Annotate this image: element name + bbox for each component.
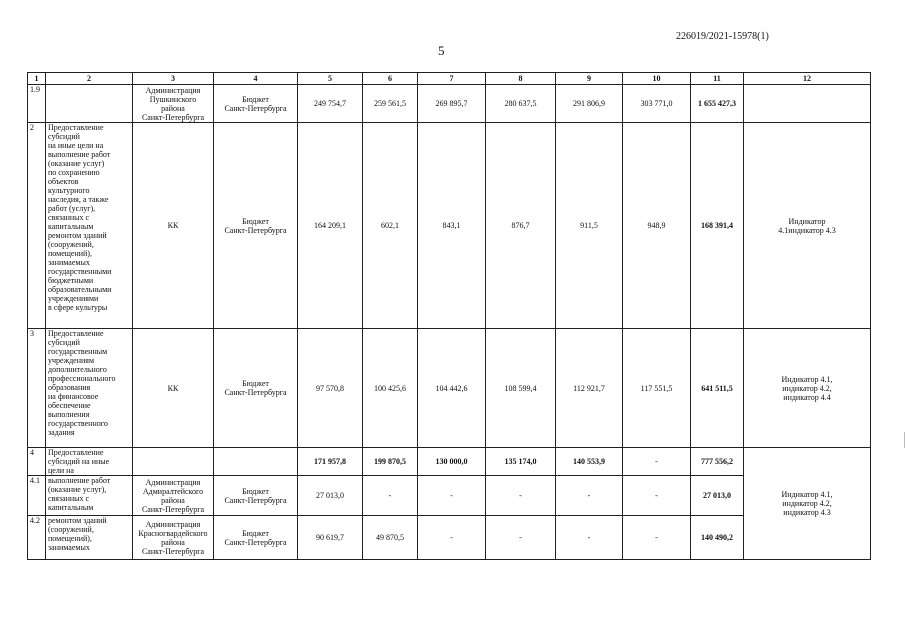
row-number: 2 [28,123,46,329]
row-number: 4.2 [28,516,46,560]
value-2022: 100 425,6 [363,329,418,448]
col-number-6: 6 [363,73,418,85]
value-2025: - [556,476,623,516]
col-number-3: 3 [133,73,214,85]
value-2023: - [418,476,486,516]
value-2025: 112 921,7 [556,329,623,448]
value-2026: - [623,516,691,560]
value-2021: 27 013,0 [298,476,363,516]
col-number-12: 12 [744,73,871,85]
value-2021: 249 754,7 [298,85,363,123]
value-total: 27 013,0 [691,476,744,516]
value-total: 168 391,4 [691,123,744,329]
value-2023: 104 442,6 [418,329,486,448]
row-source: Бюджет Санкт-Петербурга [214,329,298,448]
value-2026: - [623,448,691,476]
row-name: ремонтом зданий (сооружений, помещений), занимаемых [46,516,133,560]
program-table [27,72,871,560]
value-2025: 911,5 [556,123,623,329]
row-number: 1.9 [28,85,46,123]
value-2024: 876,7 [486,123,556,329]
row-source: Бюджет Санкт-Петербурга [214,516,298,560]
column-number-row [28,73,871,85]
row-name: Предоставление субсидий на иные цели на выполнение работ (оказание услуг) по сохранению объектов культурного наследия, а также работ (услуг), связанных с капитальным ремонтом зданий (сооружений, помещений), занимаемых государственными бюджетными образовательными учреждениями в сфере культуры [46,123,133,329]
document-number: 226019/2021-15978(1) [676,31,769,42]
col-number-9: 9 [556,73,623,85]
value-total: 641 511,5 [691,329,744,448]
value-2025: 291 806,9 [556,85,623,123]
row-executor: Администрация Адмиралтейского района Санкт-Петербурга [133,476,214,516]
table-row-1-9 [28,85,871,123]
value-2021: 171 957,8 [298,448,363,476]
value-2026: 117 551,5 [623,329,691,448]
col-number-7: 7 [418,73,486,85]
value-2024: - [486,516,556,560]
row-executor: КК [133,123,214,329]
value-2022: 199 870,5 [363,448,418,476]
value-total: 140 490,2 [691,516,744,560]
row-number: 4.1 [28,476,46,516]
col-number-4: 4 [214,73,298,85]
value-total: 1 655 427,3 [691,85,744,123]
value-2026: - [623,476,691,516]
col-number-1: 1 [28,73,46,85]
row-source: Бюджет Санкт-Петербурга [214,476,298,516]
value-2023: 843,1 [418,123,486,329]
value-2023: 130 000,0 [418,448,486,476]
table-row-3 [28,329,871,448]
row-number: 3 [28,329,46,448]
value-2021: 164 209,1 [298,123,363,329]
row-indicators: Индикатор 4.1, индикатор 4.2, индикатор 4.4 [744,329,871,448]
value-2025: - [556,516,623,560]
row-executor: Администрация Красногвардейского района Санкт-Петербурга [133,516,214,560]
row-executor [133,448,214,476]
table-row-2 [28,123,871,329]
row-executor: КК [133,329,214,448]
value-2024: - [486,476,556,516]
row-source [214,448,298,476]
value-2024: 108 599,4 [486,329,556,448]
value-2022: 602,1 [363,123,418,329]
value-total: 777 556,2 [691,448,744,476]
row-executor: Администрация Пушкинского района Санкт-Петербурга [133,85,214,123]
table-row-4 [28,448,871,476]
value-2023: 269 895,7 [418,85,486,123]
row-name: выполнение работ (оказание услуг), связанных с капитальным [46,476,133,516]
col-number-2: 2 [46,73,133,85]
col-number-8: 8 [486,73,556,85]
value-2026: 948,9 [623,123,691,329]
col-number-11: 11 [691,73,744,85]
page-number: 5 [438,43,445,58]
row-indicators [744,85,871,123]
value-2021: 90 619,7 [298,516,363,560]
col-number-10: 10 [623,73,691,85]
value-2025: 140 553,9 [556,448,623,476]
value-2024: 280 637,5 [486,85,556,123]
col-number-5: 5 [298,73,363,85]
row-indicators: Индикатор 4.1индикатор 4.3 [744,123,871,329]
value-2026: 303 771,0 [623,85,691,123]
value-2024: 135 174,0 [486,448,556,476]
value-2021: 97 570,8 [298,329,363,448]
row-name: Предоставление субсидий на иные цели на [46,448,133,476]
row-source: Бюджет Санкт-Петербурга [214,85,298,123]
row-source: Бюджет Санкт-Петербурга [214,123,298,329]
row-indicators: Индикатор 4.1, индикатор 4.2, индикатор 4.3 [744,448,871,560]
value-2023: - [418,516,486,560]
row-number: 4 [28,448,46,476]
value-2022: 49 870,5 [363,516,418,560]
value-2022: - [363,476,418,516]
value-2022: 259 561,5 [363,85,418,123]
row-name [46,85,133,123]
row-name: Предоставление субсидий государственным учреждениям дополнительного профессионального образования на финансовое обеспечение выполнения государственного задания [46,329,133,448]
